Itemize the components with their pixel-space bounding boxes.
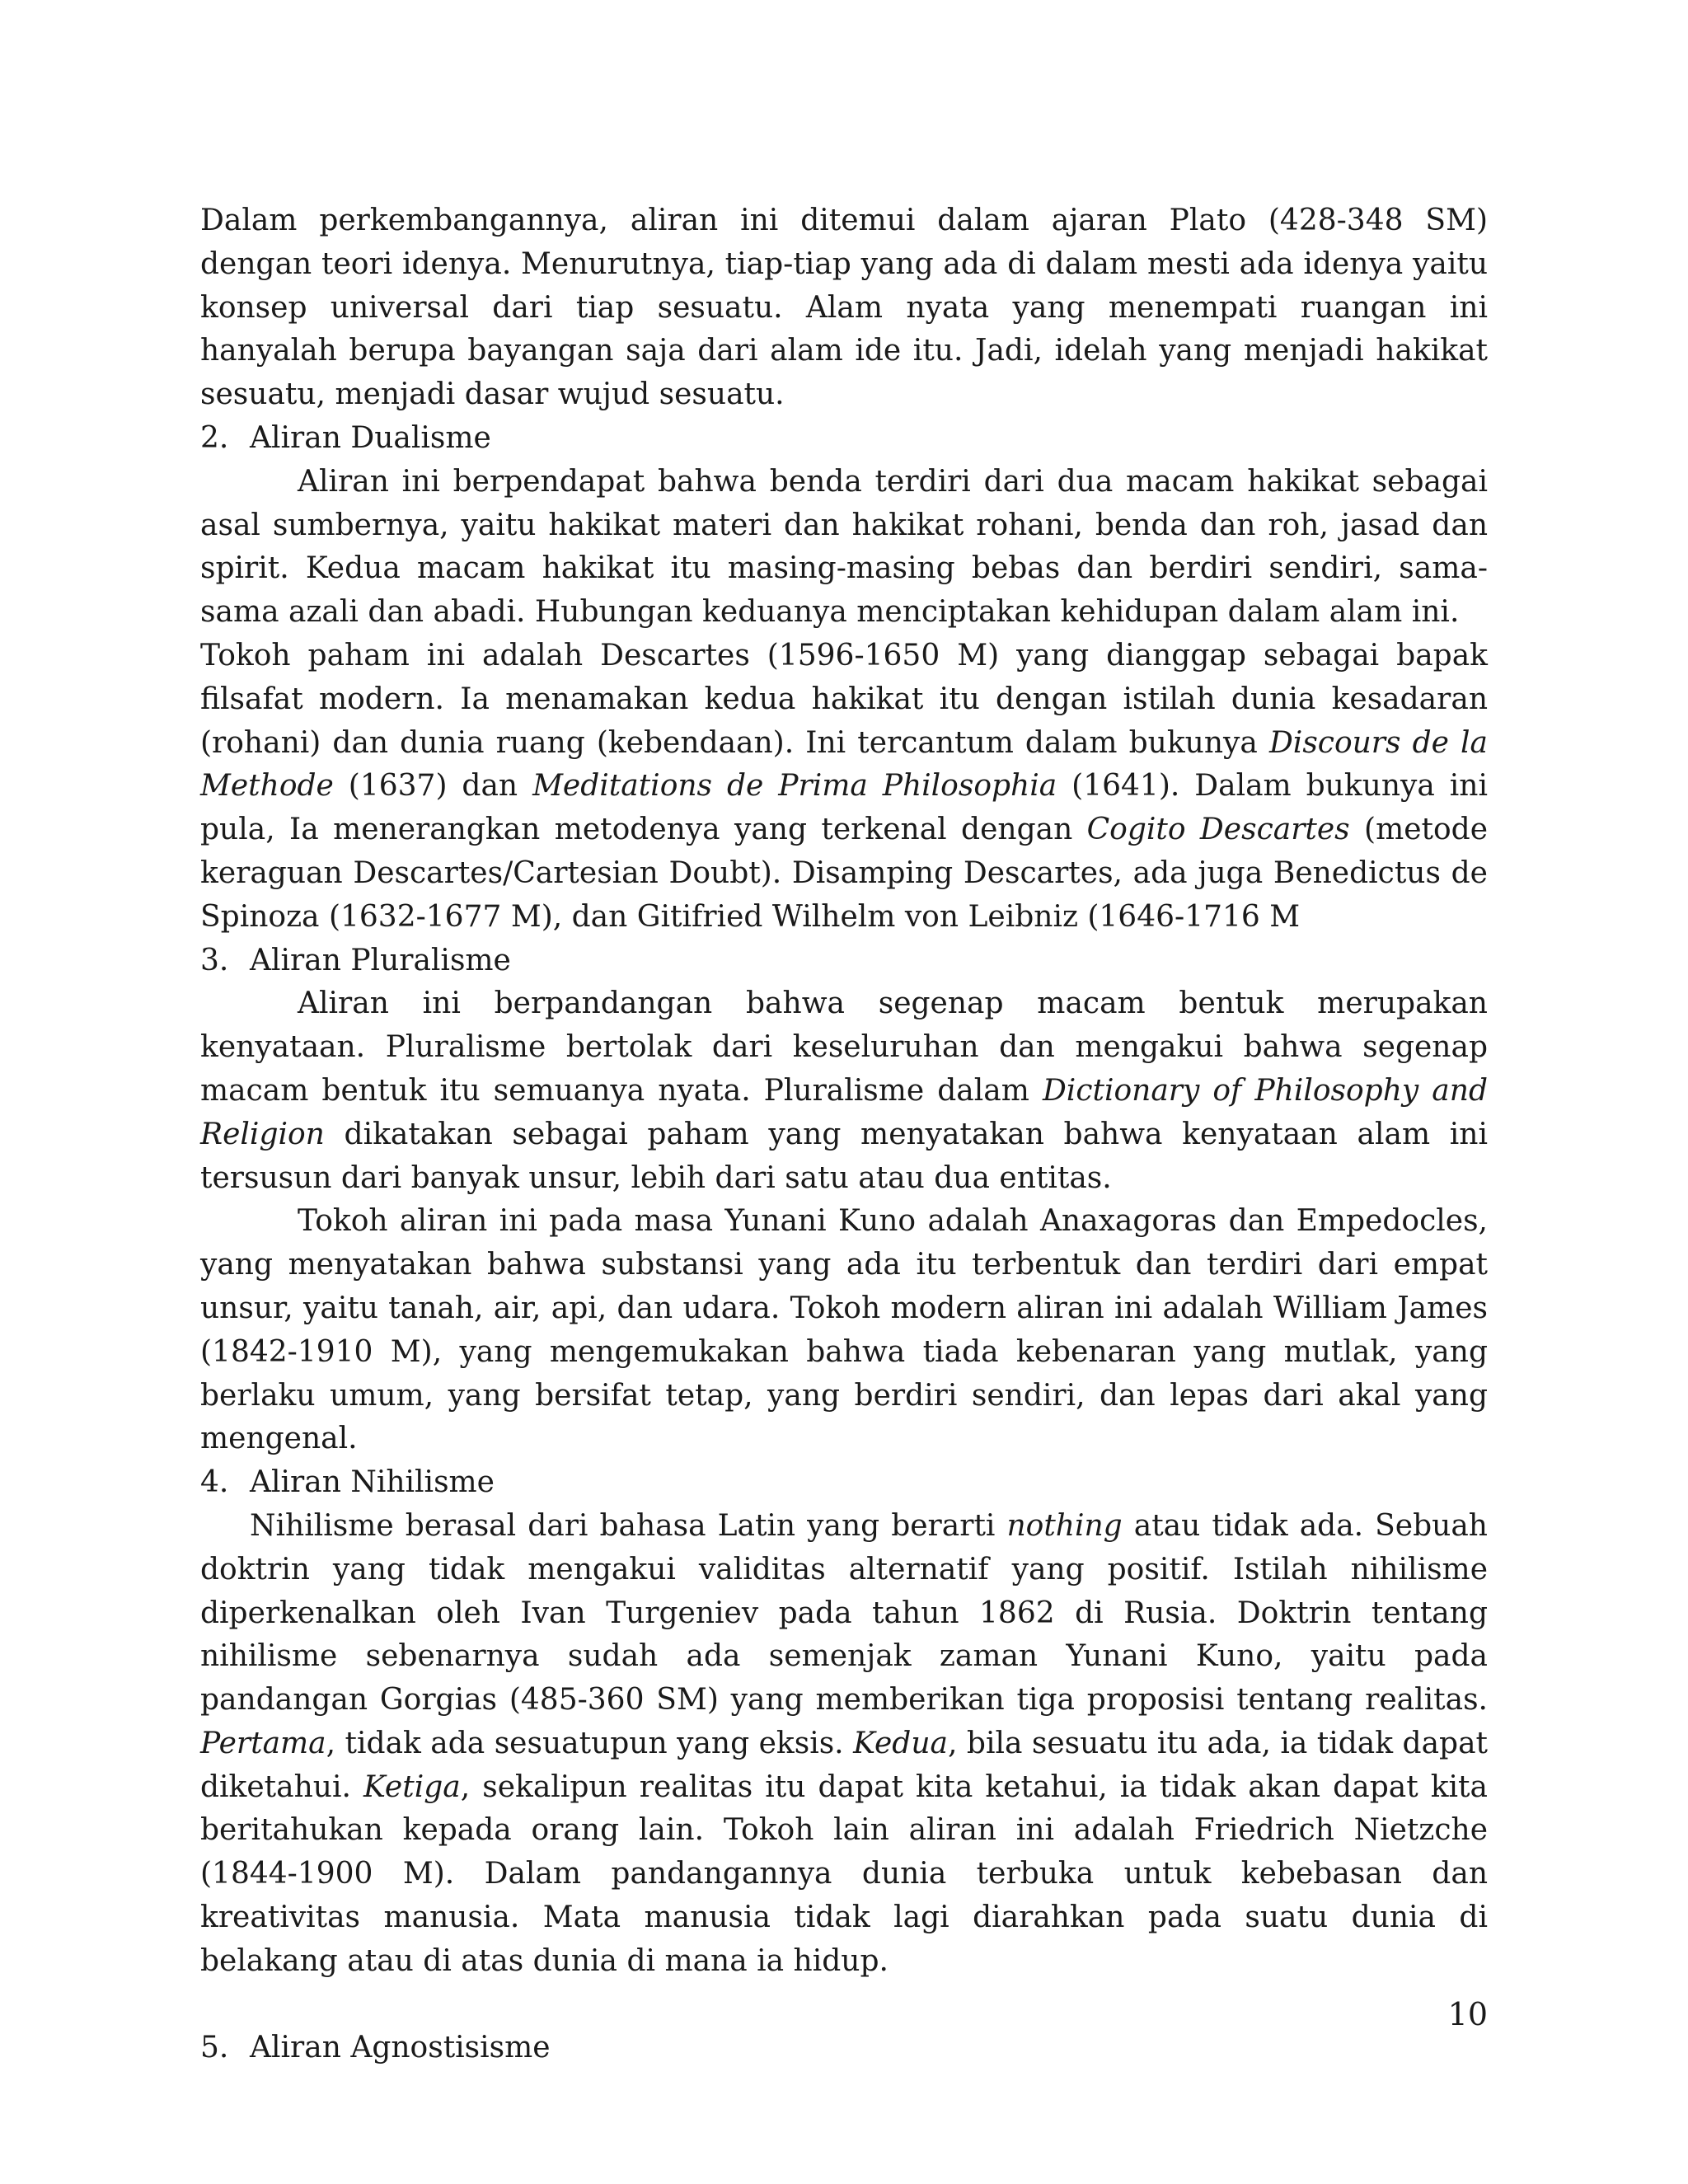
paragraph-pluralisme-tokoh: Tokoh aliran ini pada masa Yunani Kuno adalah Anaxagoras dan Empedocles, yang menyatakan bahwa substansi yang ada itu terbentuk dan terdiri dari empat unsur, yaitu tanah, air, api, dan udara. Tokoh modern aliran ini adalah William James (1842-1910 M), yang mengemukakan bahwa tiada kebenaran yang mutlak, yang berlaku umum, yang bersifat tetap, yang berdiri sendiri, dan lepas dari akal yang mengenal. — [200, 1204, 1488, 1456]
term-italic: Kedua — [853, 1726, 949, 1760]
heading-agnostisisme — [200, 2027, 1488, 2070]
heading-nihilisme — [200, 1461, 1488, 1505]
paragraph-descartes — [200, 635, 1488, 940]
term-italic: Cogito Descartes — [1086, 813, 1350, 847]
text-run: , sekalipun realitas itu dapat kita ketahui, ia tidak akan dapat kita beritahukan kepada orang lain. Tokoh lain aliran ini adalah Friedrich Nietzche (1844-1900 M). Dalam pandangannya dunia terbuka untuk kebebasan dan kreativitas manusia. Mata manusia tidak lagi diarahkan pada suatu dunia di belakang atau di atas dunia di mana ia hidup. — [200, 1769, 1488, 1978]
text-run: Nihilisme berasal dari bahasa Latin yang berarti — [250, 1508, 1007, 1543]
heading-number: 2. — [200, 420, 229, 455]
book-title: Discours de la Methode — [200, 725, 1488, 804]
text-run: (1641). Dalam bukunya ini pula, Ia menerangkan metodenya yang terkenal dengan — [200, 769, 1488, 847]
page-body — [200, 199, 1488, 2070]
text-run: atau tidak ada. Sebuah doktrin yang tidak mengakui validitas alternatif yang positif. Istilah nihilisme diperkenalkan oleh Ivan Turgeniev pada tahun 1862 di Rusia. Doktrin tentang nihilisme sebenarnya sudah ada semenjak zaman Yunani Kuno, yaitu pada pandangan Gorgias (485-360 SM) yang memberikan tiga proposisi tentang realitas. — [200, 1508, 1488, 1718]
heading-text: Aliran Pluralisme — [250, 943, 511, 977]
book-title: Meditations de Prima Philosophia — [532, 769, 1057, 804]
heading-number: 5. — [200, 2031, 229, 2065]
heading-pluralisme — [200, 940, 1488, 983]
text-run: , tidak ada sesuatupun yang eksis. — [326, 1726, 854, 1760]
term-italic: Pertama — [200, 1726, 326, 1760]
text-run: Tokoh paham ini adalah Descartes (1596-1650 M) yang dianggap sebagai bapak filsafat modern. Ia menamakan kedua hakikat itu dengan istilah dunia kesadaran (rohani) dan dunia ruang (kebendaan). Ini tercantum dalam bukunya — [200, 638, 1488, 760]
text-run: (1637) dan — [333, 769, 533, 804]
heading-text: Aliran Agnostisisme — [250, 2031, 551, 2065]
text-run: , bila sesuatu itu ada, ia tidak dapat diketahui. — [200, 1726, 1489, 1804]
text-run: dikatakan sebagai paham yang menyatakan bahwa kenyataan alam ini tersusun dari banyak unsur, lebih dari satu atau dua entitas. — [200, 1117, 1488, 1195]
paragraph-nihilisme — [200, 1505, 1488, 1984]
heading-text: Aliran Nihilisme — [250, 1465, 495, 1500]
book-title: Dictionary of Philosophy and Religion — [200, 1073, 1488, 1151]
heading-number: 4. — [200, 1465, 229, 1500]
heading-text: Aliran Dualisme — [250, 420, 491, 455]
page-number: 10 — [1447, 1996, 1488, 2032]
paragraph-dualisme-definition: Aliran ini berpendapat bahwa benda terdiri dari dua macam hakikat sebagai asal sumbernya, yaitu hakikat materi dan hakikat rohani, benda dan roh, jasad dan spirit. Kedua macam hakikat itu masing-masing bebas dan berdiri sendiri, sama-sama azali dan abadi. Hubungan keduanya menciptakan kehidupan dalam alam ini. — [200, 464, 1488, 630]
text-run: Aliran ini berpandangan bahwa segenap macam bentuk merupakan kenyataan. Pluralisme bertolak dari keseluruhan dan mengakui bahwa segenap macam bentuk itu semuanya nyata. Pluralisme dalam — [200, 987, 1488, 1108]
heading-dualisme — [200, 417, 1488, 461]
text-run: (metode keraguan Descartes/Cartesian Doubt). Disamping Descartes, ada juga Benedictus de Spinoza (1632-1677 M), dan Gitifried Wilhelm von Leibniz (1646-1716 M — [200, 813, 1488, 934]
heading-number: 3. — [200, 943, 229, 977]
term-italic: nothing — [1006, 1508, 1123, 1543]
paragraph-plato: Dalam perkembangannya, aliran ini ditemui dalam ajaran Plato (428-348 SM) dengan teori idenya. Menurutnya, tiap-tiap yang ada di dalam mesti ada idenya yaitu konsep universal dari tiap sesuatu. Alam nyata yang menempati ruangan ini hanyalah berupa bayangan saja dari alam ide itu. Jadi, idelah yang menjadi hakikat sesuatu, menjadi dasar wujud sesuatu. — [200, 204, 1488, 412]
term-italic: Ketiga — [363, 1769, 461, 1804]
blank-line — [200, 1984, 1488, 2027]
paragraph-pluralisme-definition — [200, 982, 1488, 1200]
